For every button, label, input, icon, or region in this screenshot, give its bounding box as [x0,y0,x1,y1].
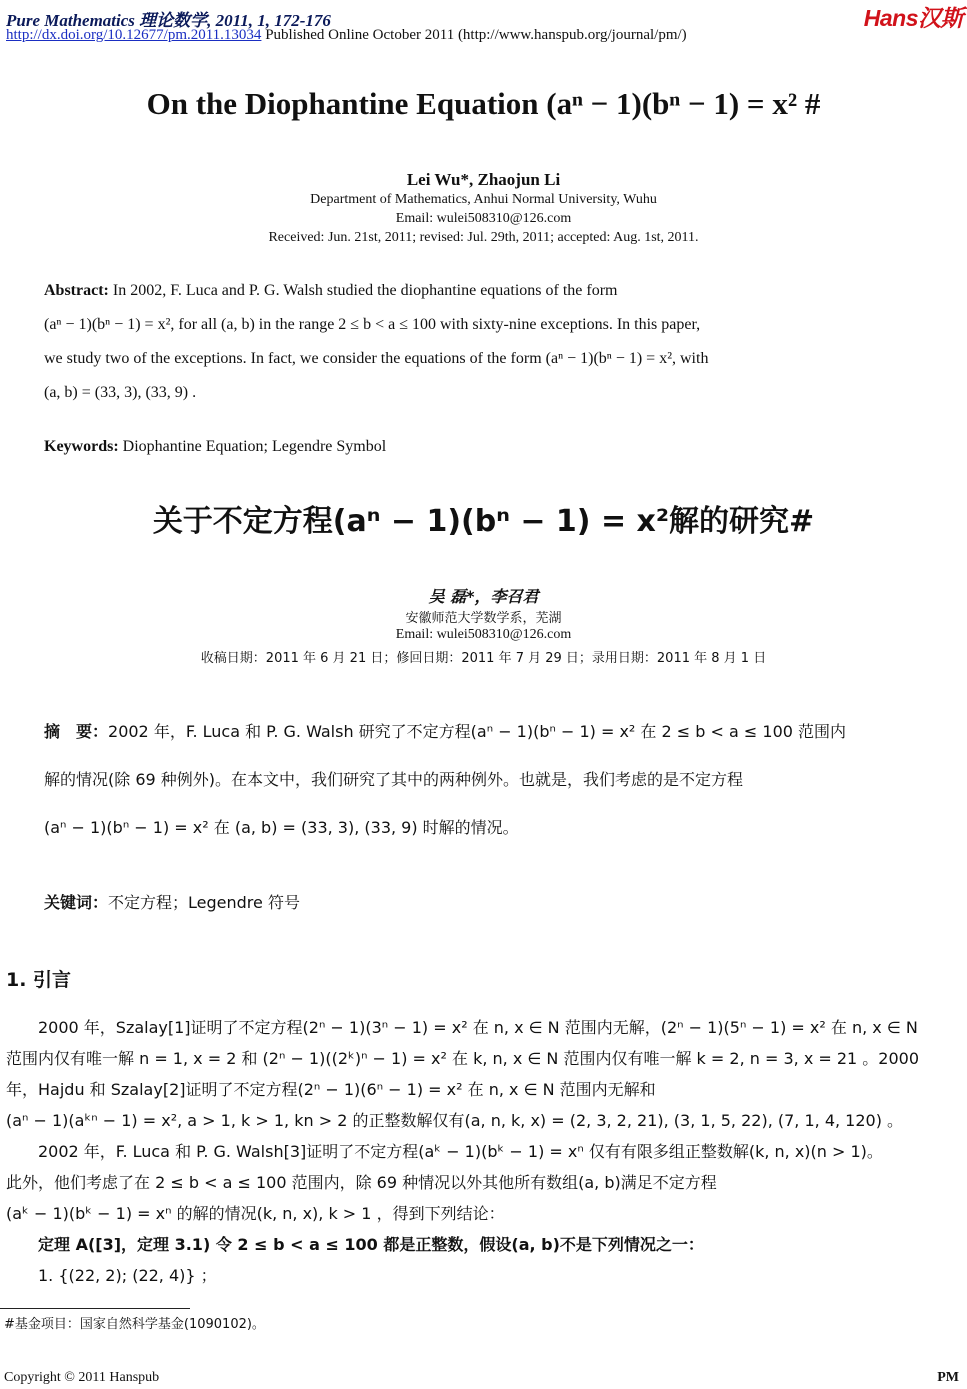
abstract-cn-line-1: 摘 要：2002 年，F. Luca 和 P. G. Walsh 研究了不定方程(aⁿ − 1)(bⁿ − 1) = x² 在 2 ≤ b < a ≤ 100 范围内 [44,722,847,741]
authors: Lei Wu*, Zhaojun Li [406,170,561,189]
paper-title: On the Diophantine Equation (aⁿ − 1)(bⁿ − 1) = x² # [146,86,821,121]
body-line: 2002 年，F. Luca 和 P. G. Walsh[3]证明了不定方程(aᵏ − 1)(bᵏ − 1) = xⁿ 仅有有限多组正整数解(k, n, x)(n > 1)。 [6,1142,883,1161]
abstract-cn [44,708,924,852]
publisher-logo: Hans汉斯 [863,5,963,31]
affiliation-cn: 安徽师范大学数学系，芜湖 [405,611,562,626]
keywords-cn-text: 不定方程；Legendre 符号 [108,893,300,912]
journal-header: Pure Mathematics 理论数学, 2011, 1, 172-176 [6,11,331,30]
abstract-line-3: we study two of the exceptions. In fact, we consider the equations of the form (aⁿ − 1)(bⁿ − 1) = x², with [44,350,709,367]
keywords-cn [44,886,924,920]
theorem-line: 定理 A([3]，定理 3.1) 令 2 ≤ b < a ≤ 100 都是正整数，假设(a, b)不是下列情况之一： [6,1235,704,1254]
abstract-line-1: Abstract: In 2002, F. Luca and P. G. Walsh studied the diophantine equations of the form [44,282,618,299]
keywords-label: Keywords: [44,438,119,455]
footnote: #基金项目：国家自然科学基金(1090102)。 [4,1317,265,1332]
affiliation: Department of Mathematics, Anhui Normal University, Wuhu [310,192,657,207]
received-dates-cn: 收稿日期：2011 年 6 月 21 日；修回日期：2011 年 7 月 29 日；录用日期：2011 年 8 月 1 日 [200,651,767,666]
abstract-label: Abstract: [44,282,109,299]
body-line: (aᵏ − 1)(bᵏ − 1) = xⁿ 的解的情况(k, n, x), k > 1 ，得到下列结论： [6,1204,505,1223]
author-email-cn: Email: wulei508310@126.com [395,627,572,642]
paper-title-cn: 关于不定方程(aⁿ − 1)(bⁿ − 1) = x²解的研究# [152,504,815,539]
body-line: 此外，他们考虑了在 2 ≤ b < a ≤ 100 范围内，除 69 种情况以外其他所有数组(a, b)满足不定方程 [6,1173,717,1192]
doi-link[interactable]: http://dx.doi.org/10.12677/pm.2011.13034 [6,27,262,43]
published-info: Published Online October 2011 (http://www.hanspub.org/journal/pm/) [261,27,687,43]
body-line: 范围内仅有唯一解 n = 1, x = 2 和 (2ⁿ − 1)((2ᵏ)ⁿ − 1) = x² 在 k, n, x ∈ N 范围内仅有唯一解 k = 2, n = 3, x = 21 。2000 [6,1049,920,1068]
keywords-cn-label: 关键词： [44,893,109,912]
author-email: Email: wulei508310@126.com [395,211,572,226]
doi-line [6,27,687,44]
abstract-line-2: (aⁿ − 1)(bⁿ − 1) = x², for all (a, b) in the range 2 ≤ b < a ≤ 100 with sixty-nine exceptions. In this paper, [44,316,701,333]
body-line: 年，Hajdu 和 Szalay[2]证明了不定方程(2ⁿ − 1)(6ⁿ − 1) = x² 在 n, x ∈ N 范围内无解和 [6,1080,656,1099]
abstract-cn-line-2: 解的情况(除 69 种例外)。在本文中，我们研究了其中的两种例外。也就是，我们考虑的是不定方程 [44,770,744,789]
authors-cn: 吴 磊*，李召君 [428,587,539,606]
abstract-cn-label: 摘 要： [44,722,109,741]
keywords-text: Diophantine Equation; Legendre Symbol [118,438,387,455]
abstract-line-4: (a, b) = (33, 3), (33, 9) . [44,384,197,401]
received-dates: Received: Jun. 21st, 2011; revised: Jul. 29th, 2011; accepted: Aug. 1st, 2011. [268,230,699,245]
section-heading: 1. 引言 [6,969,72,991]
section-body [6,1012,961,1291]
copyright: Copyright © 2011 Hanspub [4,1370,160,1385]
body-line: 2000 年，Szalay[1]证明了不定方程(2ⁿ − 1)(3ⁿ − 1) = x² 在 n, x ∈ N 范围内无解，(2ⁿ − 1)(5ⁿ − 1) = x² 在 n, x ∈ N [6,1018,918,1037]
journal-abbr: PM [937,1370,959,1385]
abstract-en [44,274,924,410]
abstract-cn-line-3: (aⁿ − 1)(bⁿ − 1) = x² 在 (a, b) = (33, 3), (33, 9) 时解的情况。 [44,818,519,837]
body-line: (aⁿ − 1)(aᵏⁿ − 1) = x², a > 1, k > 1, kn > 2 的正整数解仅有(a, n, k, x) = (2, 3, 2, 21), (3, 1, 5, 22), (7, 1, 4, 120) 。 [6,1111,904,1130]
footnote-divider [0,1308,190,1309]
keywords-en [44,430,924,464]
body-line: 1. {(22, 2); (22, 4)} ； [6,1266,217,1285]
